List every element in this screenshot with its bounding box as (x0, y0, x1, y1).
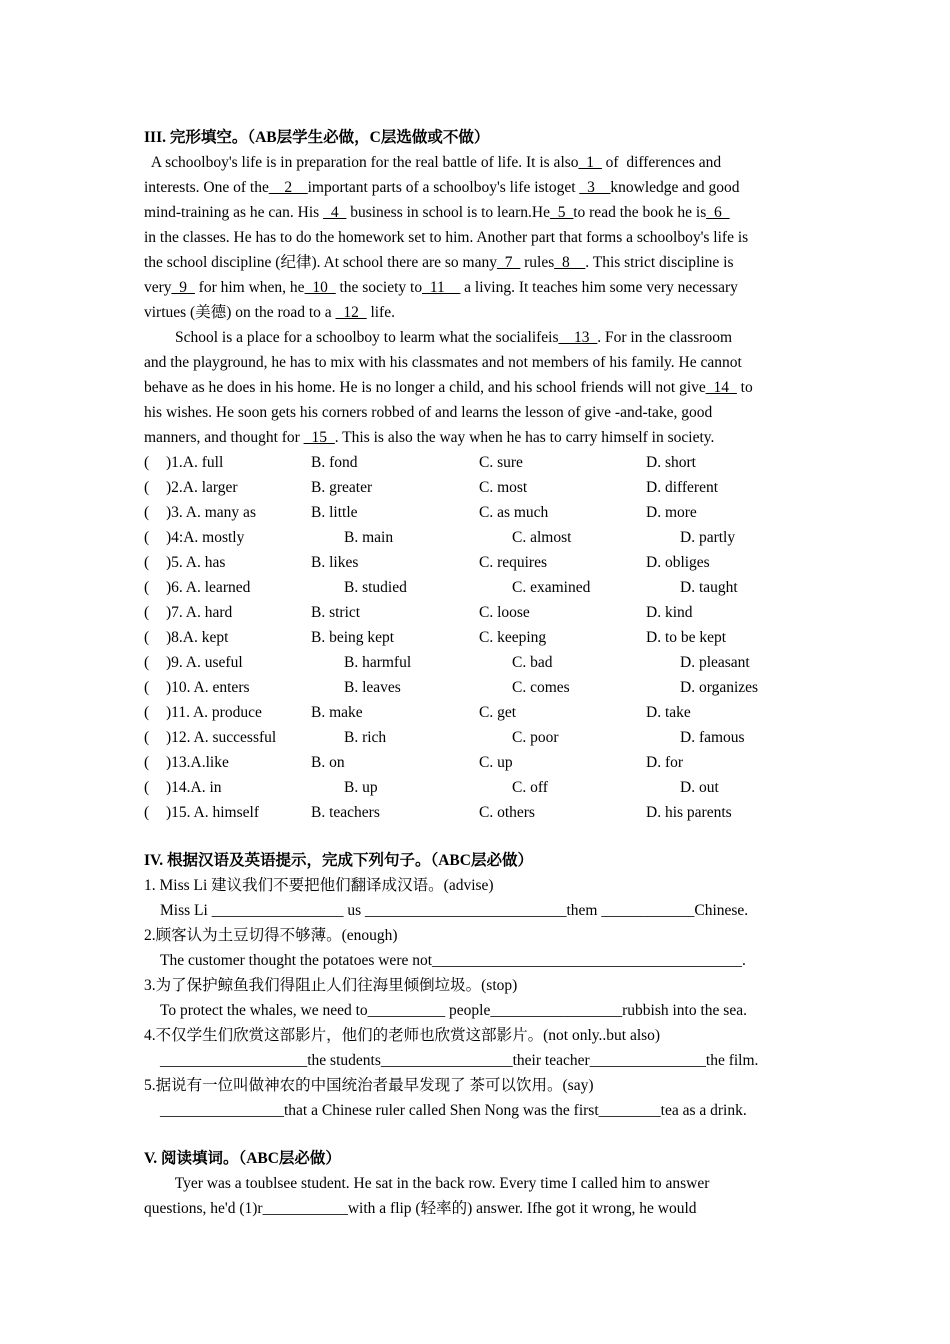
option-b[interactable]: B. greater (311, 479, 373, 496)
answer-blank[interactable]: __________ (367, 1002, 446, 1019)
text-segment: the school discipline (纪律). At school there are so many (144, 254, 497, 271)
option-b[interactable]: B. teachers (311, 804, 380, 821)
answer-bracket[interactable]: ( (144, 579, 150, 596)
option-a[interactable]: )6. A. learned (166, 579, 251, 596)
text-segment: . This strict discipline is (585, 254, 734, 271)
option-d[interactable]: D. out (680, 779, 719, 796)
question-row (144, 550, 814, 575)
option-c[interactable]: C. keeping (479, 629, 547, 646)
text-segment: the society to (335, 279, 423, 296)
option-d[interactable]: D. famous (680, 729, 745, 746)
option-a[interactable]: )8.A. kept (166, 629, 229, 646)
answer-blank[interactable]: ________________ (160, 1102, 284, 1119)
translation-items (144, 873, 814, 1123)
text-segment: a living. It teaches him some very necessary (460, 279, 738, 296)
reading-line (144, 1196, 814, 1221)
text-segment: A schoolboy's life is in preparation for the real battle of life. It is also (144, 154, 579, 171)
sentence-answer-line (144, 1048, 814, 1073)
option-b[interactable]: B. fond (311, 454, 358, 471)
option-d[interactable]: D. partly (680, 529, 736, 546)
numbered-blank[interactable]: _1_ (578, 154, 602, 171)
question-row (144, 525, 814, 550)
numbered-blank[interactable]: __13_ (558, 329, 598, 346)
answer-blank[interactable]: ___________________ (160, 1052, 308, 1069)
option-a[interactable]: )7. A. hard (166, 604, 233, 621)
option-b[interactable]: B. leaves (344, 679, 401, 696)
option-b[interactable]: B. likes (311, 554, 359, 571)
answer-blank[interactable]: _______________ (589, 1052, 706, 1069)
answer-blank[interactable]: ________________________________________ (432, 952, 743, 969)
text-segment: to read the book he is (573, 204, 707, 221)
text-segment: knowledge and good (610, 179, 740, 196)
option-c[interactable]: C. bad (512, 654, 553, 671)
text-segment: manners, and thought for (144, 429, 304, 446)
answer-blank[interactable]: _________________ (490, 1002, 623, 1019)
answer-bracket[interactable]: ( (144, 604, 150, 621)
option-a[interactable]: )9. A. useful (166, 654, 243, 671)
option-d[interactable]: D. short (646, 454, 696, 471)
numbered-blank[interactable]: _12_ (335, 304, 367, 321)
answer-bracket[interactable]: ( (144, 779, 150, 796)
option-c[interactable]: C. poor (512, 729, 559, 746)
text-segment: that a Chinese ruler called Shen Nong was the first (284, 1102, 599, 1119)
option-d[interactable]: D. pleasant (680, 654, 750, 671)
option-b[interactable]: B. make (311, 704, 363, 721)
question-row (144, 700, 814, 725)
numbered-blank[interactable]: _15_ (303, 429, 335, 446)
option-b[interactable]: B. main (344, 529, 394, 546)
numbered-blank[interactable]: _3__ (579, 179, 611, 196)
answer-bracket[interactable]: ( (144, 504, 150, 521)
numbered-blank[interactable]: _14_ (705, 379, 737, 396)
text-segment: Miss Li (160, 902, 212, 919)
sentence-answer-line (144, 898, 814, 923)
cloze-passage (144, 150, 814, 450)
answer-bracket[interactable]: ( (144, 804, 150, 821)
option-c[interactable]: C. comes (512, 679, 570, 696)
text-segment: behave as he does in his home. He is no longer a child, and his school friends will not give (144, 379, 706, 396)
sentence-prompt: 4.不仅学生们欣赏这部影片，他们的老师也欣赏这部影片。(not only..but also) (144, 1027, 661, 1044)
option-c[interactable]: C. almost (512, 529, 572, 546)
question-row (144, 750, 814, 775)
cloze-options (144, 450, 814, 825)
text-segment: To protect the whales, we need to (160, 1002, 368, 1019)
option-c[interactable]: C. get (479, 704, 517, 721)
text-segment: with a flip (轻率的) answer. Ifhe got it wrong, he would (347, 1200, 697, 1217)
passage-line (144, 400, 814, 425)
section-translation (144, 849, 814, 1123)
answer-blank[interactable]: _________________ (380, 1052, 513, 1069)
text-segment: virtues (美德) on the road to a (144, 304, 336, 321)
text-segment: the students (307, 1052, 381, 1069)
option-b[interactable]: B. being kept (311, 629, 395, 646)
text-segment: rules (520, 254, 555, 271)
section-heading: III. 完形填空。（AB层学生必做，C层选做或不做） (144, 129, 490, 146)
numbered-blank[interactable]: _10_ (304, 279, 336, 296)
text-segment: in the classes. He has to do the homework set to him. Another part that forms a schoolboy's life is (144, 229, 749, 246)
option-b[interactable]: B. strict (311, 604, 361, 621)
passage-line (144, 325, 814, 350)
sentence-answer-line (144, 948, 814, 973)
answer-blank[interactable]: ____________ (601, 902, 695, 919)
passage-line (144, 375, 814, 400)
numbered-blank[interactable]: _5_ (549, 204, 574, 221)
option-a[interactable]: )12. A. successful (166, 729, 277, 746)
option-d[interactable]: D. his parents (646, 804, 732, 821)
passage-line (144, 300, 814, 325)
option-c[interactable]: C. off (512, 779, 548, 796)
option-a[interactable]: )4:A. mostly (166, 529, 245, 546)
option-b[interactable]: B. rich (344, 729, 387, 746)
option-d[interactable]: D. more (646, 504, 697, 521)
answer-bracket[interactable]: ( (144, 754, 150, 771)
sentence-answer-line (144, 998, 814, 1023)
question-row (144, 675, 814, 700)
question-row (144, 800, 814, 825)
passage-line (144, 275, 814, 300)
passage-line (144, 200, 814, 225)
text-segment: business in school is to learn.He (346, 204, 550, 221)
text-segment: to (736, 379, 753, 396)
reading-line (144, 1171, 814, 1196)
text-segment: us (343, 902, 365, 919)
text-segment: for him when, he (194, 279, 305, 296)
question-row (144, 625, 814, 650)
option-d[interactable]: D. to be kept (646, 629, 727, 646)
option-d[interactable]: D. obliges (646, 554, 710, 571)
section-reading (144, 1147, 814, 1221)
text-segment: Tyer was a toublsee student. He sat in the back row. Every time I called him to answer (144, 1175, 710, 1192)
spacer (144, 825, 814, 849)
passage-line (144, 175, 814, 200)
option-d[interactable]: D. take (646, 704, 691, 721)
text-segment: questions, he'd (1)r (144, 1200, 263, 1217)
question-row (144, 725, 814, 750)
option-a[interactable]: )2.A. larger (166, 479, 238, 496)
passage-line (144, 150, 814, 175)
text-segment: School is a place for a schoolboy to learm what the socialifeis (144, 329, 559, 346)
option-c[interactable]: C. examined (512, 579, 591, 596)
text-segment: mind-training as he can. His (144, 204, 324, 221)
question-row (144, 650, 814, 675)
option-b[interactable]: B. up (344, 779, 378, 796)
numbered-blank[interactable]: __2__ (268, 179, 308, 196)
option-a[interactable]: )5. A. has (166, 554, 226, 571)
text-segment: his wishes. He soon gets his corners robbed of and learns the lesson of give -and-take, good (144, 404, 713, 421)
text-segment: The customer thought the potatoes were not (160, 952, 433, 969)
answer-bracket[interactable]: ( (144, 729, 150, 746)
answer-bracket[interactable]: ( (144, 679, 150, 696)
sentence-prompt: 1. Miss Li 建议我们不要把他们翻译成汉语。(advise) (144, 877, 494, 894)
option-d[interactable]: D. taught (680, 579, 738, 596)
question-row (144, 775, 814, 800)
text-segment: people (445, 1002, 491, 1019)
answer-blank[interactable]: _________________ (211, 902, 344, 919)
option-c[interactable]: C. most (479, 479, 528, 496)
text-segment: important parts of a schoolboy's life istoget (307, 179, 580, 196)
text-segment: the film. (705, 1052, 759, 1069)
option-a[interactable]: )14.A. in (166, 779, 222, 796)
answer-bracket[interactable]: ( (144, 529, 150, 546)
text-segment: of differences and (601, 154, 722, 171)
question-row (144, 450, 814, 475)
answer-bracket[interactable]: ( (144, 629, 150, 646)
numbered-blank[interactable]: _11__ (422, 279, 461, 296)
option-d[interactable]: D. kind (646, 604, 693, 621)
sentence-prompt: 2.顾客认为土豆切得不够薄。(enough) (144, 927, 398, 944)
option-a[interactable]: )11. A. produce (166, 704, 262, 721)
text-segment: them (566, 902, 602, 919)
option-c[interactable]: C. requires (479, 554, 548, 571)
sentence-answer-line (144, 1098, 814, 1123)
section-cloze (144, 126, 814, 825)
option-c[interactable]: C. sure (479, 454, 523, 471)
answer-blank[interactable]: ___________ (262, 1200, 348, 1217)
question-row (144, 500, 814, 525)
numbered-blank[interactable]: _4_ (323, 204, 347, 221)
sentence-prompt: 3.为了保护鲸鱼我们得阻止人们往海里倾倒垃圾。(stop) (144, 977, 518, 994)
text-segment: rubbish into the sea. (622, 1002, 747, 1019)
option-b[interactable]: B. studied (344, 579, 407, 596)
option-c[interactable]: C. as much (479, 504, 549, 521)
text-segment: . This is also the way when he has to carry himself in society. (334, 429, 715, 446)
section-heading: V. 阅读填词。（ABC层必做） (144, 1150, 341, 1167)
option-b[interactable]: B. little (311, 504, 358, 521)
numbered-blank[interactable]: _9_ (171, 279, 195, 296)
text-segment: interests. One of the (144, 179, 269, 196)
option-d[interactable]: D. for (646, 754, 684, 771)
text-segment: and the playground, he has to mix with his classmates and not members of his family. He cannot (144, 354, 742, 371)
question-row (144, 600, 814, 625)
option-c[interactable]: C. others (479, 804, 535, 821)
option-b[interactable]: B. harmful (344, 654, 412, 671)
numbered-blank[interactable]: _8__ (554, 254, 586, 271)
answer-bracket[interactable]: ( (144, 479, 150, 496)
answer-bracket[interactable]: ( (144, 654, 150, 671)
text-segment: . For in the classroom (597, 329, 733, 346)
answer-bracket[interactable]: ( (144, 454, 150, 471)
passage-line (144, 225, 814, 250)
answer-bracket[interactable]: ( (144, 554, 150, 571)
option-b[interactable]: B. on (311, 754, 345, 771)
sentence-prompt: 5.据说有一位叫做神农的中国统治者最早发现了 茶可以饮用。(say) (144, 1077, 594, 1094)
option-a[interactable]: )13.A.like (166, 754, 229, 771)
answer-blank[interactable]: __________________________ (364, 902, 567, 919)
question-row (144, 475, 814, 500)
option-a[interactable]: )3. A. many as (166, 504, 256, 521)
question-row (144, 575, 814, 600)
answer-bracket[interactable]: ( (144, 704, 150, 721)
option-a[interactable]: )1.A. full (166, 454, 224, 471)
text-segment: . (742, 952, 746, 969)
option-a[interactable]: )15. A. himself (166, 804, 259, 821)
option-c[interactable]: C. up (479, 754, 513, 771)
passage-line (144, 250, 814, 275)
text-segment: Chinese. (694, 902, 749, 919)
option-d[interactable]: D. organizes (680, 679, 759, 696)
numbered-blank[interactable]: _7_ (496, 254, 521, 271)
passage-line (144, 350, 814, 375)
passage-line (144, 425, 814, 450)
reading-passage (144, 1171, 814, 1221)
text-segment: very (144, 279, 172, 296)
text-segment: life. (366, 304, 395, 321)
section-heading: IV. 根据汉语及英语提示，完成下列句子。（ABC层必做） (144, 852, 533, 869)
text-segment: tea as a drink. (660, 1102, 747, 1119)
option-a[interactable]: )10. A. enters (166, 679, 250, 696)
spacer (144, 1123, 814, 1147)
option-d[interactable]: D. different (646, 479, 719, 496)
text-segment: their teacher (512, 1052, 590, 1069)
answer-blank[interactable]: ________ (598, 1102, 661, 1119)
worksheet-page (144, 126, 814, 1221)
numbered-blank[interactable]: _6_ (706, 204, 730, 221)
option-c[interactable]: C. loose (479, 604, 530, 621)
